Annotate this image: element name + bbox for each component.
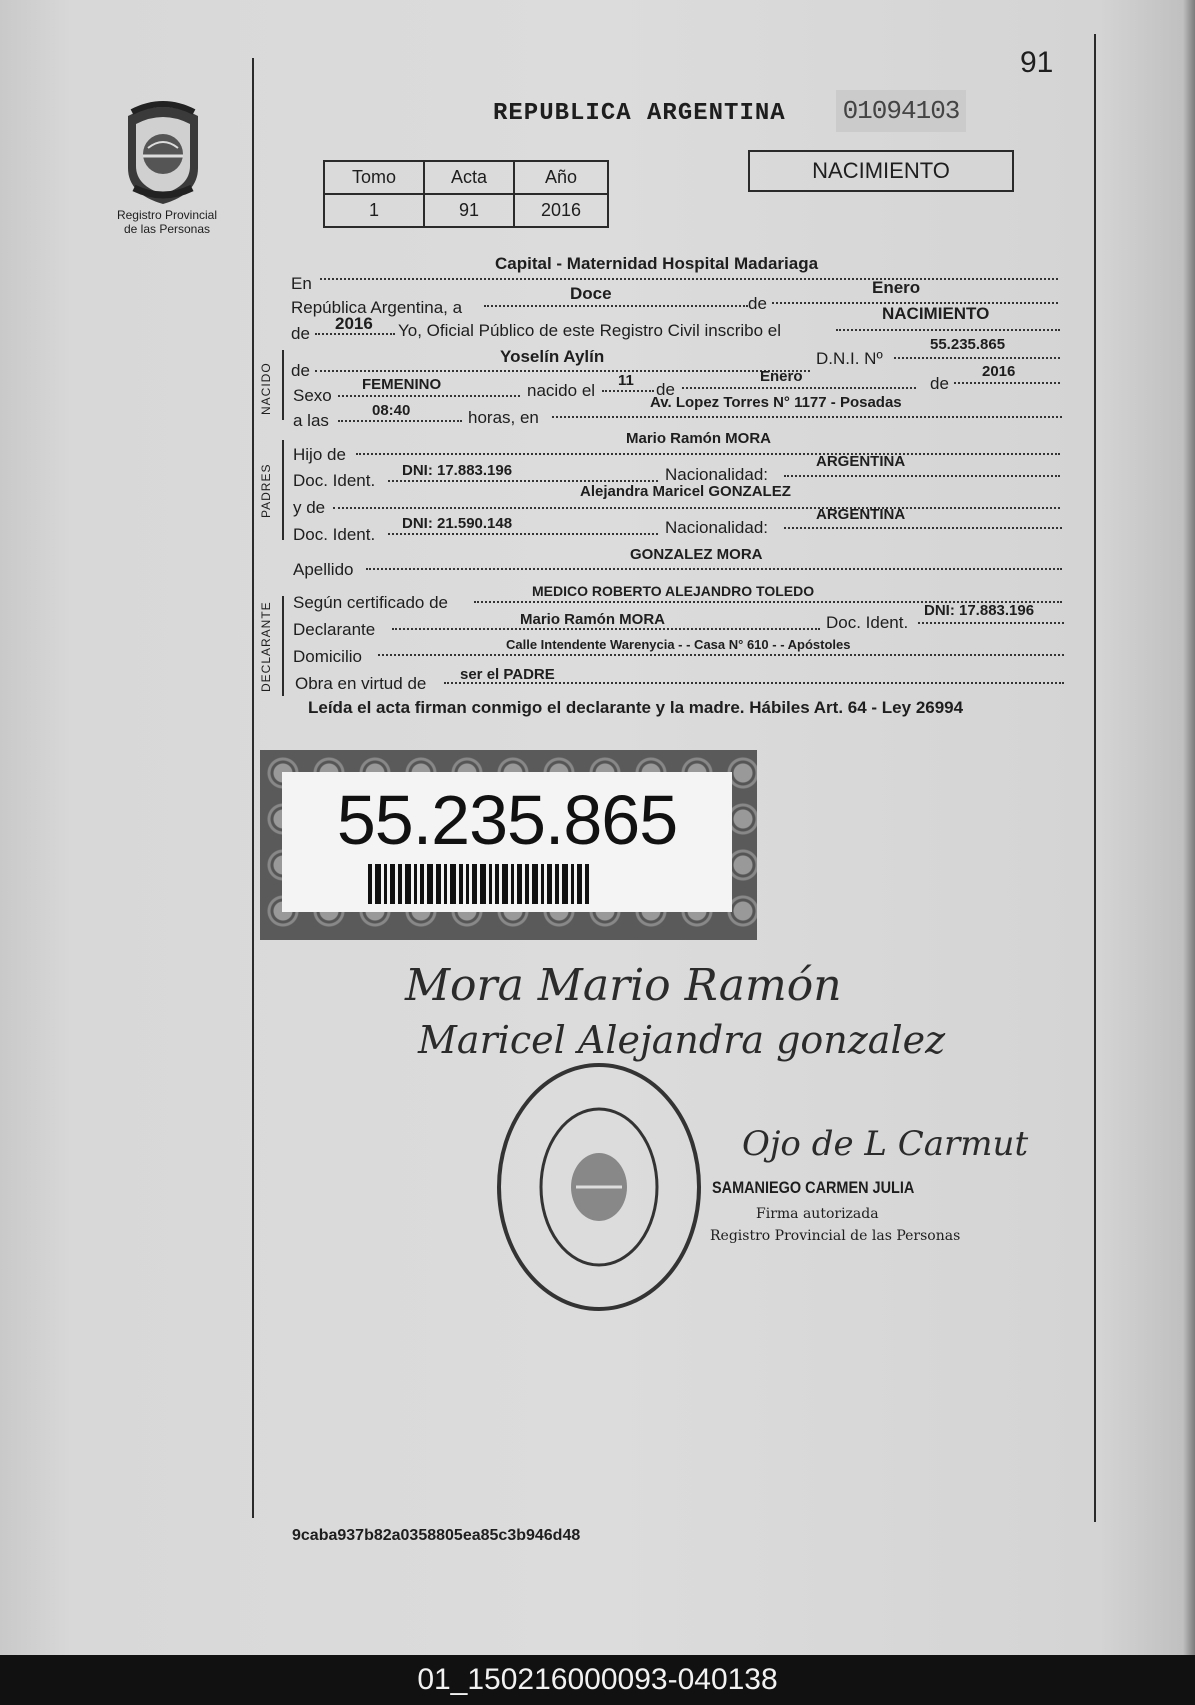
label-doc-ident-father: Doc. Ident. (293, 471, 376, 490)
day-text-value: Doce (570, 284, 612, 303)
side-label-declarante: DECLARANTE (259, 601, 273, 692)
registry-table (323, 160, 609, 228)
header-tomo: Tomo (324, 161, 424, 194)
mother-dni-value: DNI: 21.590.148 (402, 515, 513, 532)
dni-label-inner (282, 772, 732, 912)
label-republica: República Argentina, a (291, 298, 463, 317)
official-name: SAMANIEGO CARMEN JULIA (712, 1178, 915, 1197)
label-nacido-el: nacido el (527, 381, 596, 400)
footer-filename: 01_150216000093-040138 (0, 1655, 1195, 1705)
label-doc-ident-declarant: Doc. Ident. (826, 613, 909, 632)
father-nationality-value: ARGENTINA (816, 453, 906, 470)
birth-time-value: 08:40 (372, 402, 411, 419)
label-nacionalidad-father: Nacionalidad: (665, 465, 769, 484)
header-acta: Acta (424, 161, 514, 194)
declarante-brace (282, 596, 284, 696)
label-y-de: y de (293, 498, 326, 517)
label-declarante: Declarante (293, 620, 376, 639)
birth-year-value: 2016 (982, 363, 1016, 380)
signature-official: Ojo de L Carmut (742, 1124, 1029, 1164)
declarant-dni-value: DNI: 17.883.196 (924, 602, 1035, 619)
label-domicilio: Domicilio (293, 647, 362, 666)
official-office: Registro Provincial de las Personas (710, 1228, 961, 1244)
right-margin-line (1094, 34, 1096, 1522)
address-value: Calle Intendente Warenycia - - Casa N° 610 - - Apóstoles (506, 637, 851, 652)
mother-value: Alejandra Maricel GONZALEZ (580, 483, 791, 500)
value-anio: 2016 (514, 194, 608, 227)
side-label-nacido: NACIDO (259, 362, 273, 415)
signature-mother: Maricel Alejandra gonzalez (418, 1018, 946, 1062)
certificate-value: MEDICO ROBERTO ALEJANDRO TOLEDO (532, 583, 815, 599)
barcode (368, 864, 653, 904)
label-doc-ident-mother: Doc. Ident. (293, 525, 376, 544)
label-de: de (748, 294, 767, 313)
label-hijo-de: Hijo de (293, 445, 346, 464)
label-oficial: Yo, Oficial Público de este Registro Civil inscribo el (398, 321, 781, 340)
mother-nationality-value: ARGENTINA (816, 506, 906, 523)
padres-brace (282, 440, 284, 540)
surname-value: GONZALEZ MORA (630, 546, 763, 563)
country-title: REPUBLICA ARGENTINA (493, 100, 786, 127)
round-stamp-icon (494, 1060, 704, 1314)
label-de-name: de (291, 361, 310, 380)
label-segun: Según certificado de (293, 593, 448, 612)
label-horas-en: horas, en (468, 408, 539, 427)
place-value: Capital - Maternidad Hospital Madariaga (495, 254, 819, 273)
dni-label-sticker (260, 750, 757, 940)
dni-label-number: 55.235.865 (336, 781, 678, 859)
dni-value: 55.235.865 (930, 336, 1006, 353)
header-anio: Año (514, 161, 608, 194)
declarant-value: Mario Ramón MORA (520, 611, 666, 628)
provincial-seal-icon (118, 98, 208, 206)
month-text-value: Enero (872, 278, 921, 297)
left-margin-line (252, 58, 254, 1518)
label-nacionalidad-mother: Nacionalidad: (665, 518, 769, 537)
nacido-brace (282, 350, 284, 420)
label-en: En (291, 274, 312, 293)
document-hash: 9caba937b82a0358805ea85c3b946d48 (292, 1527, 581, 1544)
name-value: Yoselín Aylín (500, 347, 605, 366)
act-type-value: NACIMIENTO (882, 304, 990, 323)
label-sexo: Sexo (293, 386, 332, 405)
seal-caption: Registro Provincial de las Personas (116, 208, 218, 236)
label-dni-no: D.N.I. Nº (816, 349, 883, 368)
side-label-padres: PADRES (259, 463, 273, 518)
birth-month-value: Enero (760, 368, 803, 385)
sex-value: FEMENINO (362, 376, 442, 393)
serial-number: 01094103 (836, 90, 966, 132)
father-dni-value: DNI: 17.883.196 (402, 462, 513, 479)
birth-place-value: Av. Lopez Torres N° 1177 - Posadas (650, 394, 902, 411)
father-value: Mario Ramón MORA (626, 430, 772, 447)
year-text-value: 2016 (335, 314, 373, 333)
page-number: 91 (1020, 46, 1054, 79)
official-role: Firma autorizada (756, 1206, 879, 1222)
document-type: NACIMIENTO (748, 150, 1014, 192)
label-de3: de (930, 374, 949, 393)
signature-father: Mora Mario Ramón (405, 960, 842, 1011)
closing-text: Leída el acta firman conmigo el declarante y la madre. Hábiles Art. 64 - Ley 26994 (308, 698, 964, 717)
label-de-year: de (291, 324, 310, 343)
value-tomo: 1 (324, 194, 424, 227)
label-de2: de (656, 380, 675, 399)
capacity-value: ser el PADRE (460, 666, 555, 683)
birth-day-value: 11 (618, 372, 634, 389)
value-acta: 91 (424, 194, 514, 227)
dotted-line (484, 285, 748, 307)
label-obra: Obra en virtud de (295, 674, 427, 693)
label-a-las: a las (293, 411, 329, 430)
label-apellido: Apellido (293, 560, 354, 579)
